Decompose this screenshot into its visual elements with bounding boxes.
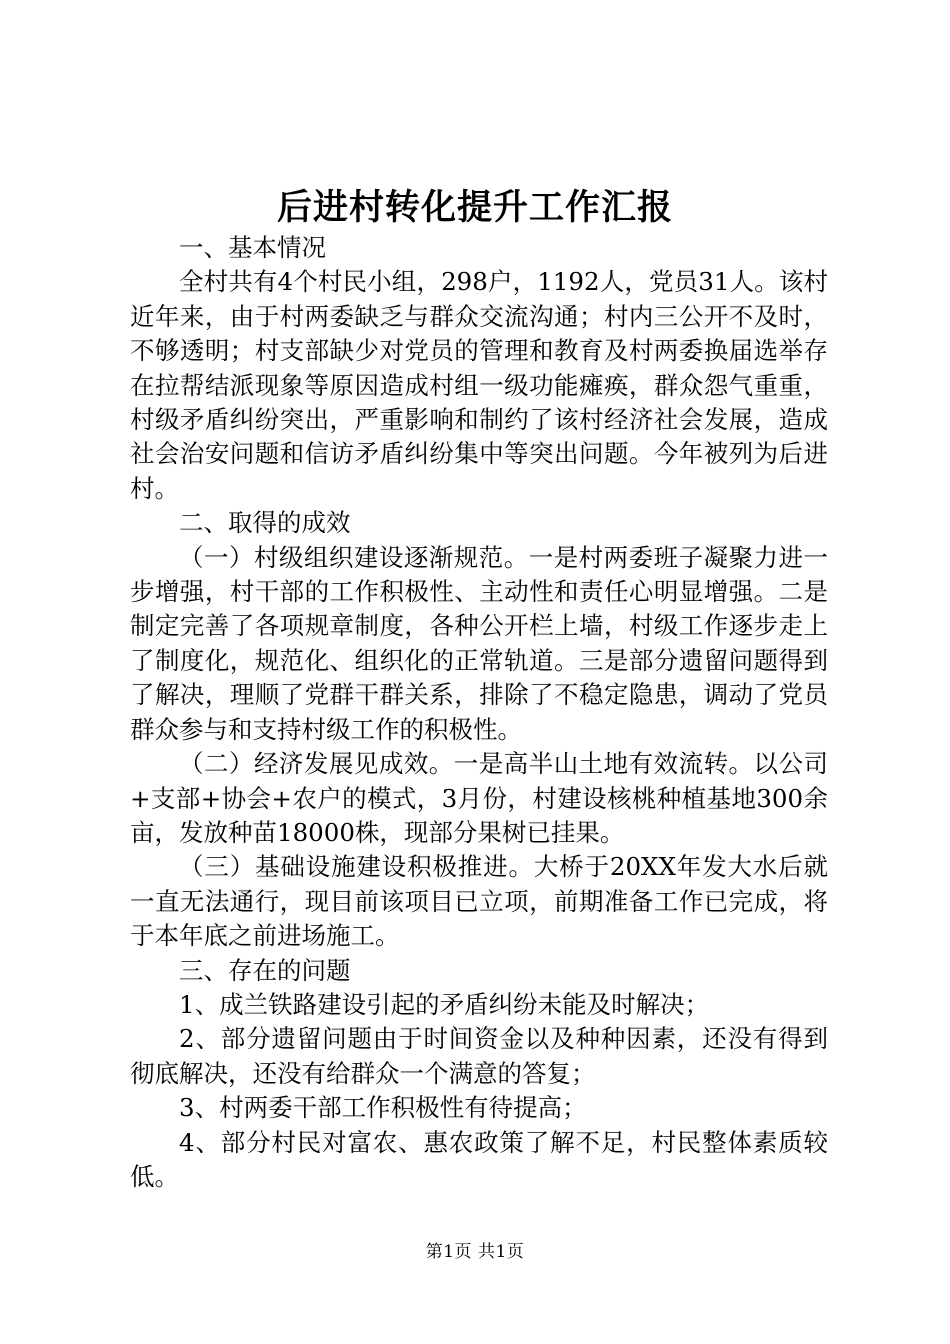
problem-item-4: 4、部分村民对富农、惠农政策了解不足，村民整体素质较低。 [130,1127,828,1191]
paragraph-organization: （一）村级组织建设逐渐规范。一是村两委班子凝聚力进一步增强，村干部的工作积极性、主动性和责任心明显增强。二是制定完善了各项规章制度，各种公开栏上墙，村级工作逐步走上了制度化，规范化、组织化的正常轨道。三是部分遗留问题得到了解决，理顺了党群干群关系，排除了不稳定隐患，调动了党员群众参与和支持村级工作的积极性。 [130,542,828,744]
problem-item-3: 3、村两委干部工作积极性有待提高； [179,1093,587,1123]
section-heading-problems: 三、存在的问题 [179,955,351,985]
problem-item-1: 1、成兰铁路建设引起的矛盾纠纷未能及时解决； [179,989,710,1019]
document-body [130,231,828,1194]
section-heading-basic-situation: 一、基本情况 [179,233,326,262]
paragraph-economy: （二）经济发展见成效。一是高半山土地有效流转。以公司+支部+协会+农户的模式，3月份，村建设核桃种植基地300余亩，发放种苗18000株，现部分果树已挂果。 [130,749,828,847]
document-title: 后进村转化提升工作汇报 [276,187,673,228]
paragraph-village-overview: 全村共有4个村民小组，298户，1192人，党员31人。该村近年来，由于村两委缺乏与群众交流沟通；村内三公开不及时，不够透明；村支部缺少对党员的管理和教育及村两委换届选举存在拉帮结派现象等原因造成村组一级功能瘫痪，群众怨气重重，村级矛盾纠纷突出，严重影响和制约了该村经济社会发展，造成社会治安问题和信访矛盾纠纷集中等突出问题。今年被列为后进村。 [130,267,828,503]
paragraph-infrastructure: （三）基础设施建设积极推进。大桥于20XX年发大水后就一直无法通行，现目前该项目已立项，前期准备工作已完成，将于本年底之前进场施工。 [130,852,828,951]
page-footer: 第1页 共1页 [425,1242,525,1262]
problem-item-2: 2、部分遗留问题由于时间资金以及种种因素，还没有得到彻底解决，还没有给群众一个满意的答复； [130,1024,828,1088]
section-heading-achievements: 二、取得的成效 [179,508,351,538]
